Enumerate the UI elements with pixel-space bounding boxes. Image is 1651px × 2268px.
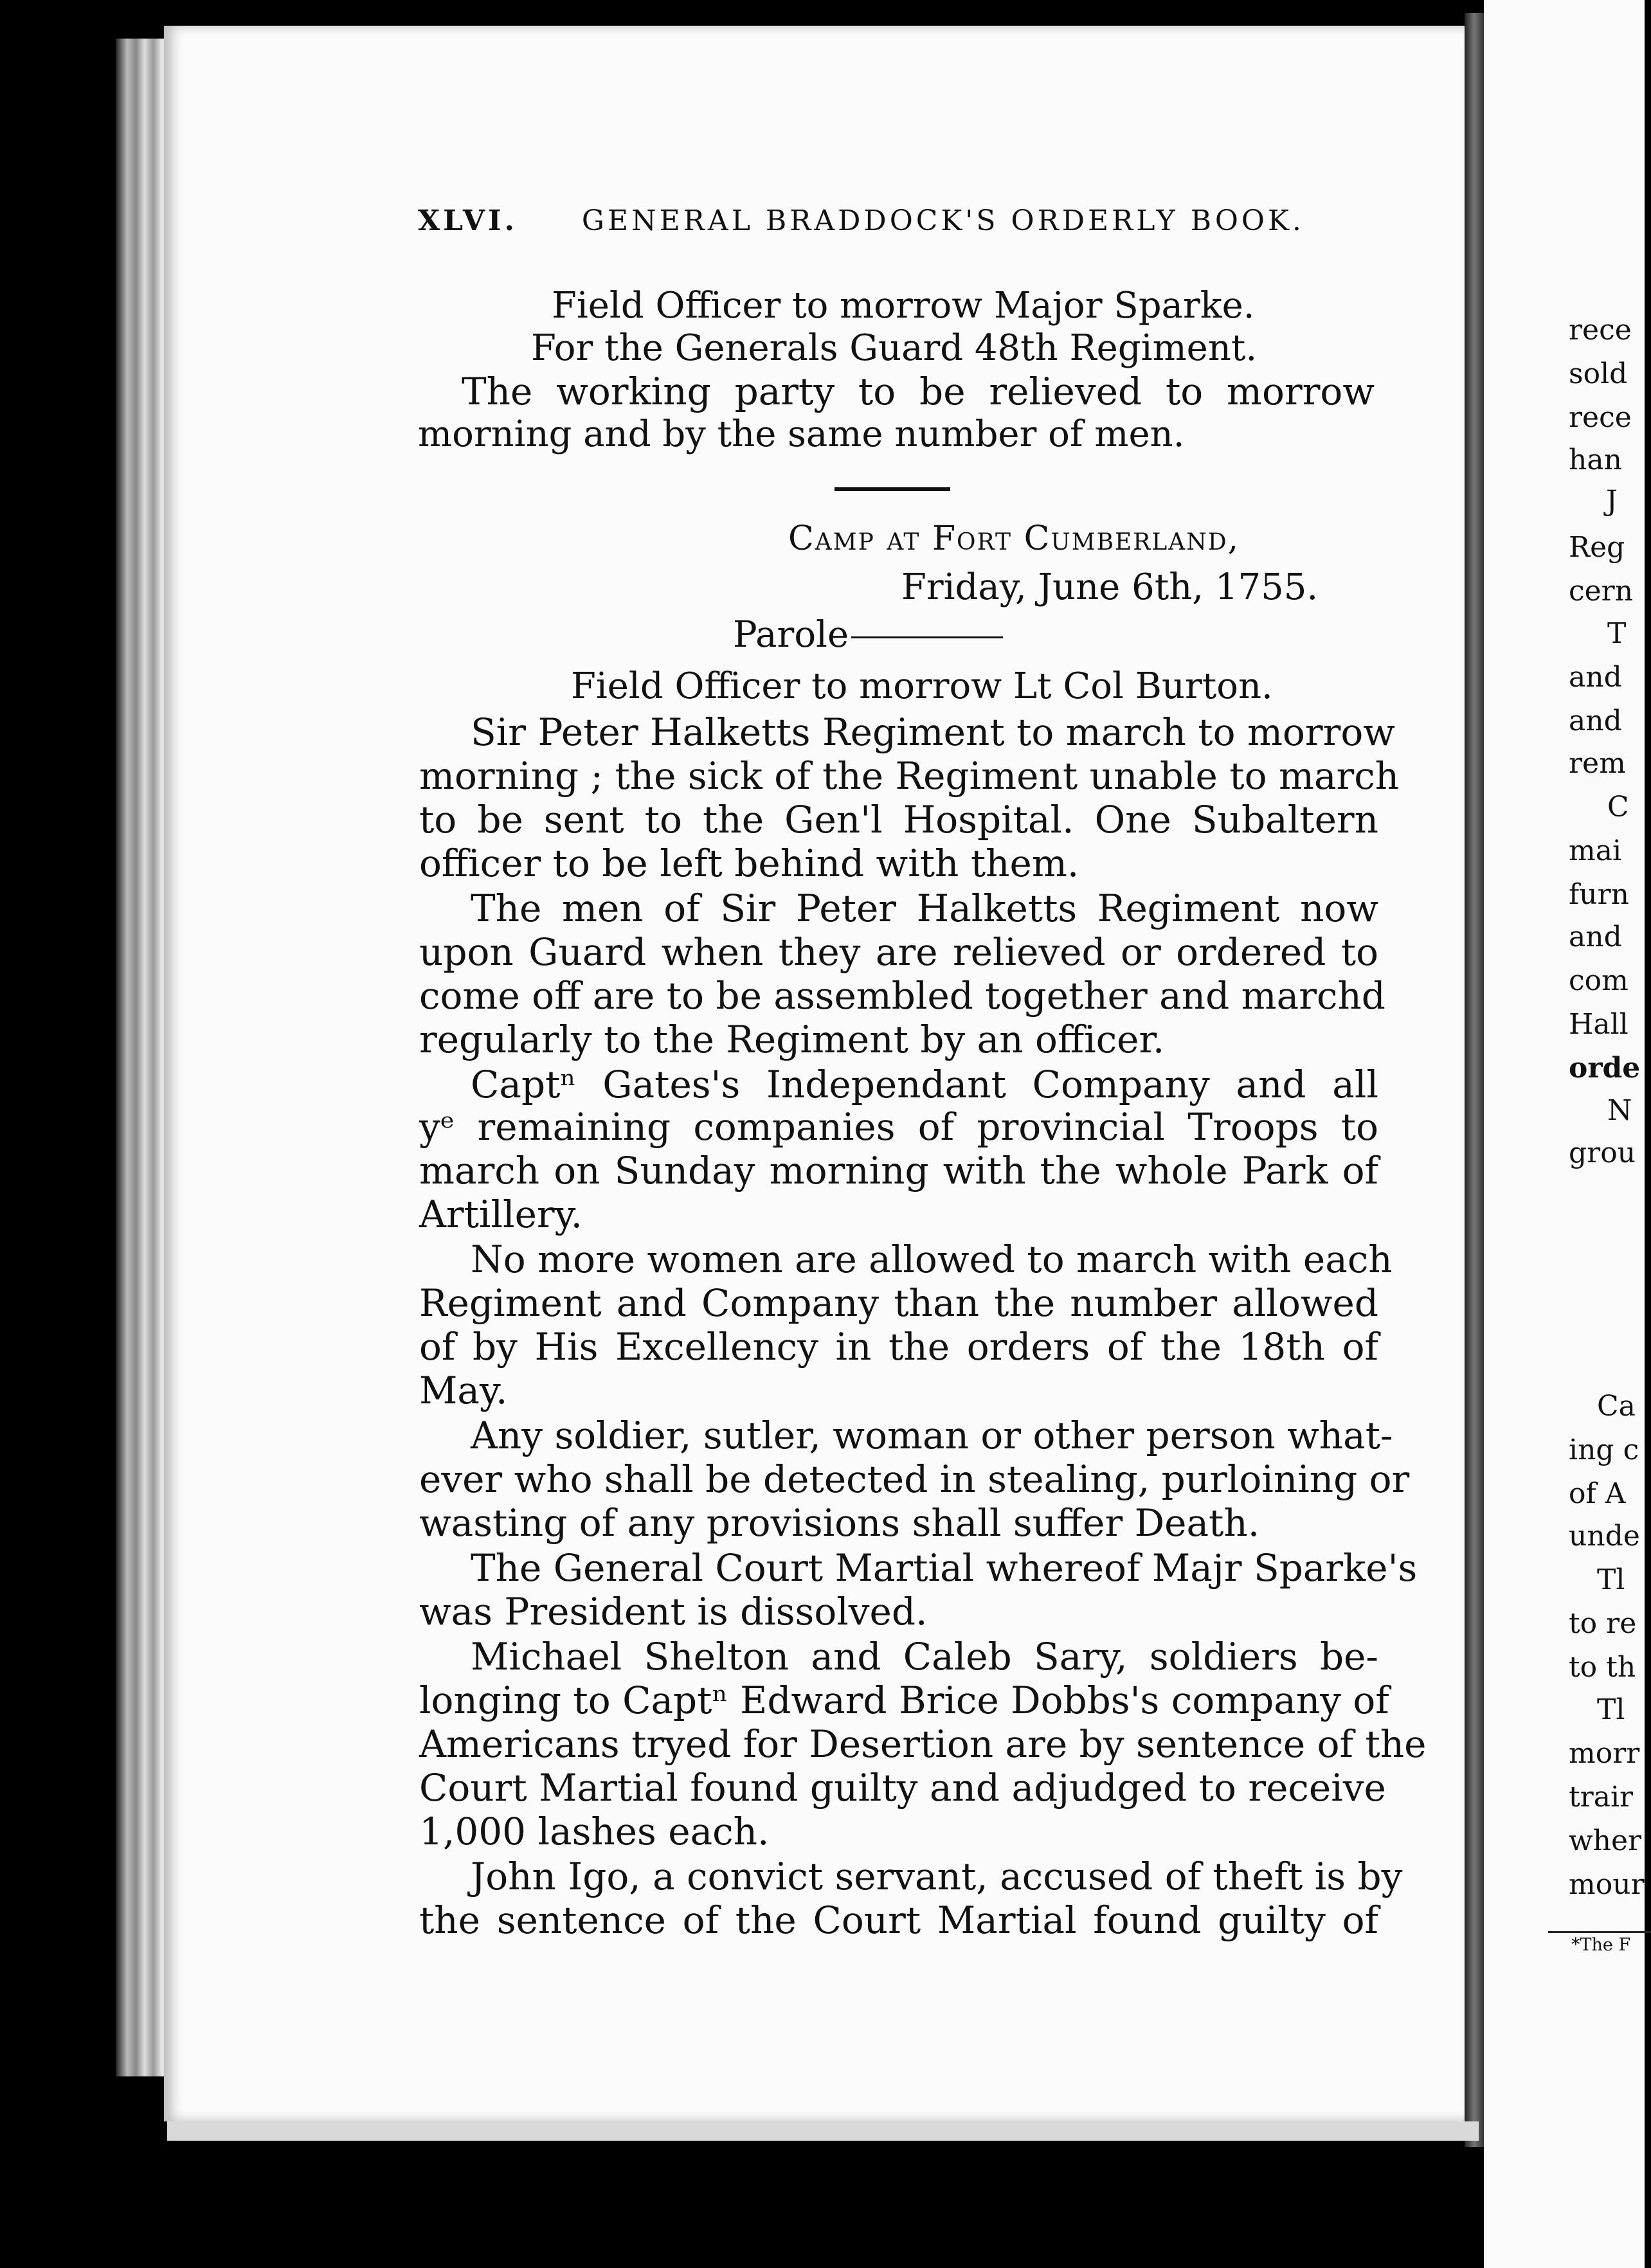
footnote-rule [1548,1931,1651,1933]
fragment-line: cern [1569,575,1634,608]
text-line: No more women are allowed to march with each [471,1238,1393,1281]
text-line: Field Officer to morrow Lt Col Burton. [571,665,1273,707]
fragment-line: Ca [1597,1390,1636,1423]
dateline-place: Camp at Fort Cumberland, [788,519,1240,558]
text-line: the sentence of the Court Martial found guilty of [419,1898,1378,1942]
text-line: Field Officer to morrow Major Sparke. [552,285,1255,327]
facing-page-fragment [1484,0,1645,2268]
fragment-line: trair [1569,1781,1634,1814]
text-line: morning and by the same number of men. [418,413,1185,455]
fragment-line: to re [1569,1607,1637,1640]
fragment-line: Reg [1569,531,1625,564]
text-line: to be sent to the Gen'l Hospital. One Subaltern [419,798,1378,842]
fragment-line: sold [1569,357,1628,390]
fragment-line: han [1569,444,1622,476]
fragment-line: N [1607,1094,1632,1127]
fragment-line: and [1569,661,1622,694]
fragment-line: grou [1569,1137,1636,1169]
text-line: For the Generals Guard 48th Regiment. [531,327,1258,369]
section-divider [835,487,950,491]
text-line: The men of Sir Peter Halketts Regiment now [471,887,1378,930]
footnote-fragment: *The F [1571,1935,1631,1955]
fragment-line: J [1606,485,1618,518]
parole-line [733,614,1003,656]
fragment-line: furn [1569,878,1629,911]
page-bottom-edge [167,2121,1479,2141]
fragment-line: rece [1569,401,1632,434]
text-line: Americans tryed for Desertion are by sentence of the [419,1722,1427,1766]
text-line: upon Guard when they are relieved or ordered to [419,930,1378,974]
text-line: of by His Excellency in the orders of the 18th of [419,1325,1378,1369]
fragment-line: ing c [1569,1434,1639,1466]
fragment-line: rem [1569,747,1626,780]
fragment-line: C [1607,791,1629,824]
fragment-line: morr [1569,1737,1640,1770]
fragment-line: Hall [1569,1008,1628,1041]
text-line: Regiment and Company than the number allowed [419,1281,1378,1325]
parole-label: Parole [733,614,849,656]
text-line: Court Martial found guilty and adjudged to receive [419,1766,1386,1810]
text-line: come off are to be assembled together and marchd [419,974,1385,1018]
text-line: regularly to the Regiment by an officer. [419,1018,1165,1061]
text-line: morning ; the sick of the Regiment unable to march [419,754,1400,798]
running-header [418,204,1304,237]
parole-blank [851,636,1003,638]
text-line: officer to be left behind with them. [419,842,1079,885]
text-line: The General Court Martial whereof Majr Sparke's [471,1546,1418,1590]
book-gutter [1465,13,1484,2147]
dateline-date: Friday, June 6th, 1755. [901,566,1319,608]
fragment-line: unde [1569,1520,1640,1553]
fragment-line: orde [1569,1052,1641,1084]
fragment-line: mai [1569,834,1622,867]
text-line: wasting of any provisions shall suffer Death. [419,1501,1260,1545]
text-line: march on Sunday morning with the whole Park of [419,1149,1378,1192]
text-line: Artillery. [419,1192,583,1236]
text-line: longing to Captⁿ Edward Brice Dobbs's company of [419,1679,1389,1722]
fragment-line: and [1569,921,1622,953]
fragment-line: rece [1569,314,1632,346]
text-line: Any soldier, sutler, woman or other person what- [471,1414,1393,1457]
fragment-line: mour [1569,1868,1645,1901]
page-number: XLVI. [418,204,518,237]
fragment-line: com [1569,964,1628,997]
text-line: John Igo, a convict servant, accused of theft is by [471,1855,1403,1898]
text-line: 1,000 lashes each. [419,1810,770,1853]
text-line: ever who shall be detected in stealing, purloining or [419,1457,1410,1501]
text-line: Michael Shelton and Caleb Sary, soldiers be- [471,1635,1378,1679]
fragment-line: to th [1569,1651,1636,1684]
fragment-line: Tl [1597,1693,1625,1726]
text-line: The working party to be relieved to morrow [462,370,1375,413]
fragment-line: wher [1569,1824,1642,1857]
fragment-line: Tl [1597,1563,1625,1596]
text-line: was President is dissolved. [419,1590,928,1634]
fragment-line: and [1569,705,1622,737]
fragment-line: T [1607,617,1627,650]
running-title: GENERAL BRADDOCK'S ORDERLY BOOK. [581,204,1304,237]
text-line: yᵉ remaining companies of provincial Troops to [419,1105,1378,1149]
text-line: Captⁿ Gates's Independant Company and all [471,1063,1378,1106]
fragment-line: of A [1569,1477,1626,1510]
text-line: Sir Peter Halketts Regiment to march to morrow [471,710,1395,754]
text-line: May. [419,1369,508,1412]
